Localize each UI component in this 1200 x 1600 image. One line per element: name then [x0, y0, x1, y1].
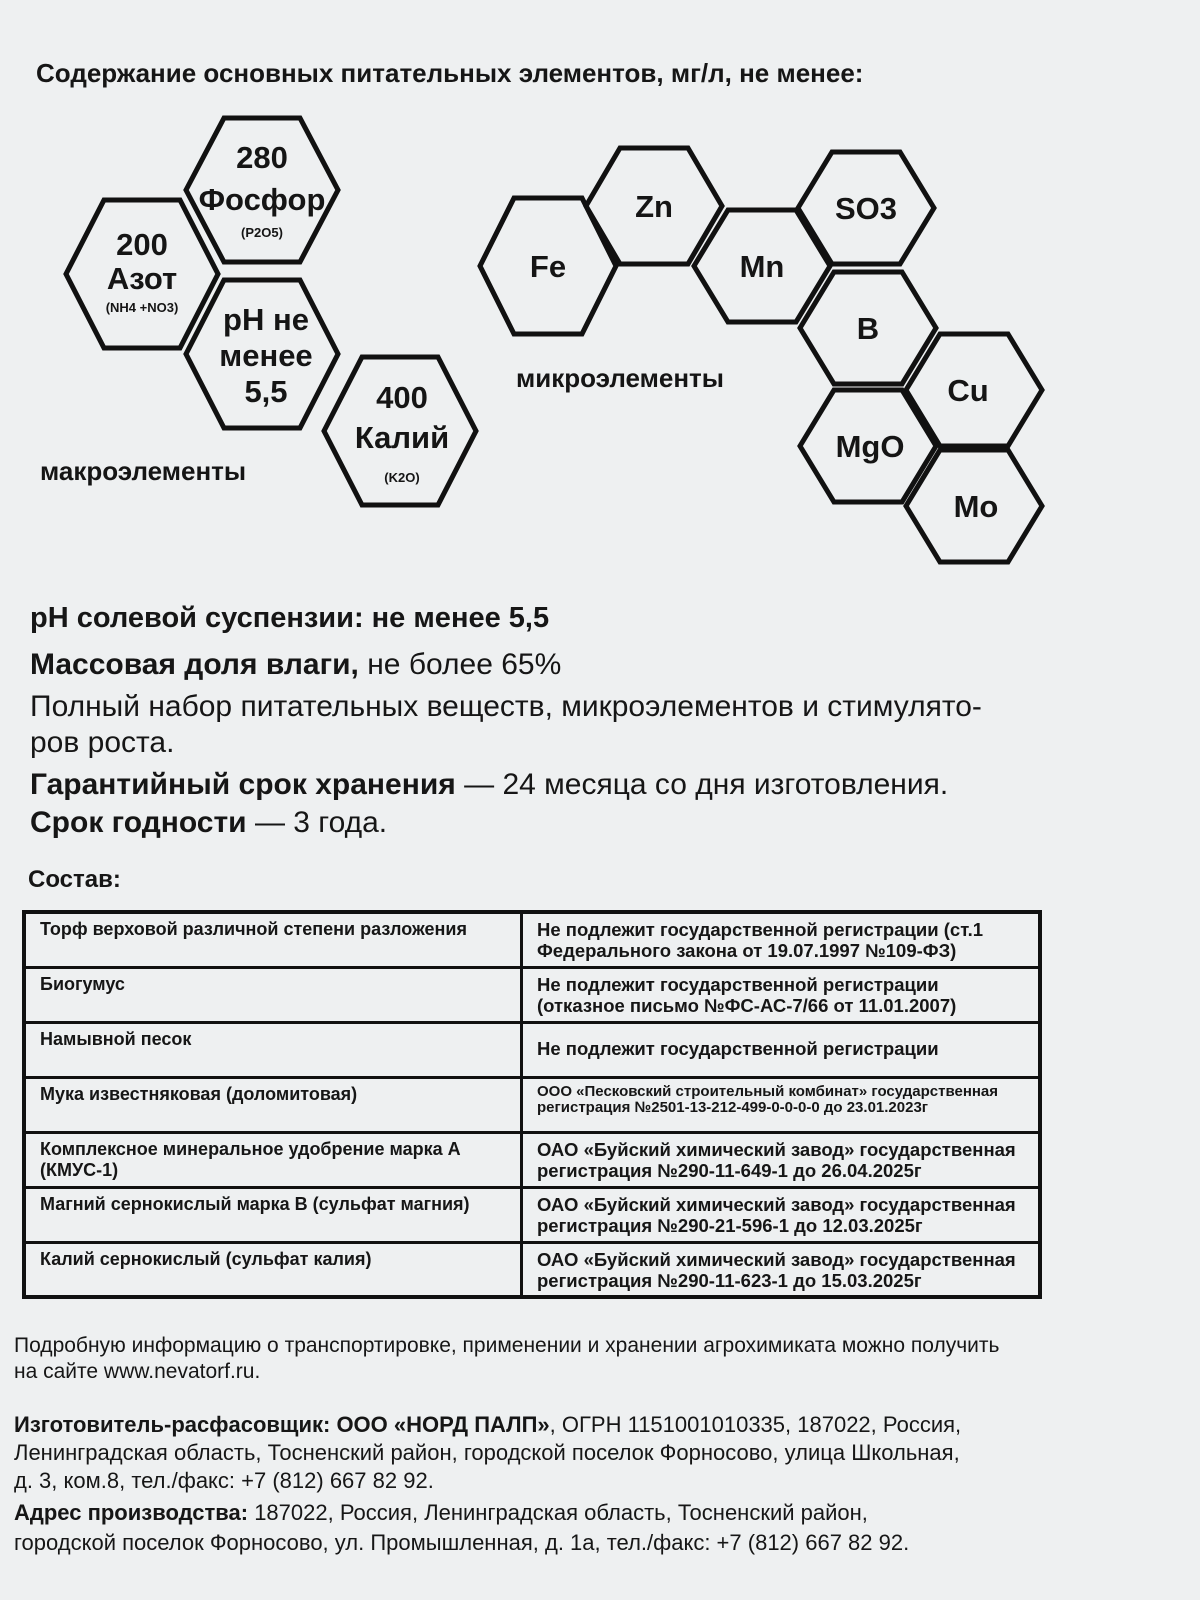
table-row	[24, 912, 1040, 967]
composition-table	[22, 910, 1042, 1299]
production-line1	[14, 1500, 868, 1526]
storage-spec	[30, 768, 948, 802]
registration-cell: ООО «Песковский строительный комбинат» государственная регистрация №2501-13-212-499-0-0-0-0 до 23.01.2023г	[522, 1077, 1041, 1132]
macro-label: макроэлементы	[40, 456, 247, 486]
ph-line3: 5,5	[244, 374, 288, 409]
moisture-value: не более 65%	[358, 648, 562, 681]
nutrients-line2: ров роста.	[30, 726, 175, 759]
production-text: 187022, Россия, Ленинградская область, Тосненский район,	[248, 1500, 868, 1525]
table-row	[24, 967, 1040, 1022]
zn-label: Zn	[635, 189, 673, 224]
micro-label: микроэлементы	[516, 363, 724, 393]
registration-cell: ОАО «Буйский химический завод» государственная регистрация №290-11-623-1 до 15.03.2025г	[522, 1242, 1041, 1297]
hex-potassium	[324, 357, 476, 505]
shelf-spec	[30, 806, 387, 840]
nutrients-line1: Полный набор питательных веществ, микроэлементов и стимулято-	[30, 690, 982, 723]
storage-value: — 24 месяца со дня изготовления.	[455, 768, 949, 801]
component-cell: Комплексное минеральное удобрение марка А (КМУС-1)	[24, 1132, 522, 1187]
fe-label: Fe	[529, 249, 567, 284]
nitrogen-value: 200	[116, 227, 168, 262]
phosphorus-formula: (P2O5)	[241, 225, 283, 240]
maker-label: Изготовитель-расфасовщик: ООО «НОРД ПАЛП»	[14, 1412, 550, 1437]
component-cell: Намывной песок	[24, 1022, 522, 1077]
mgo-label: MgO	[835, 429, 905, 464]
mn-label: Mn	[739, 249, 785, 284]
shelf-label: Срок годности	[30, 806, 247, 839]
moisture-spec	[30, 648, 561, 682]
production-line2: городской поселок Форносово, ул. Промышленная, д. 1а, тел./факс: +7 (812) 667 82 92.	[14, 1530, 910, 1555]
ph-spec: pH солевой суспензии: не менее 5,5	[30, 602, 550, 634]
nutrient-hexagon-diagram	[0, 100, 1200, 590]
production-label: Адрес производства:	[14, 1500, 249, 1525]
page-title: Содержание основных питательных элементов, мг/л, не менее:	[36, 58, 864, 88]
moisture-label: Массовая доля влаги,	[30, 648, 359, 681]
hex-nitrogen	[66, 200, 218, 348]
potassium-value: 400	[376, 380, 428, 415]
ph-line1: pH не	[223, 302, 309, 337]
hex-b	[800, 272, 936, 384]
component-cell: Торф верховой различной степени разложения	[24, 912, 522, 967]
component-cell: Магний сернокислый марка В (сульфат магния)	[24, 1187, 522, 1242]
maker-line3: д. 3, ком.8, тел./факс: +7 (812) 667 82 92.	[14, 1468, 434, 1493]
table-row	[24, 1022, 1040, 1077]
hex-mo	[906, 450, 1042, 562]
nitrogen-name: Азот	[106, 261, 178, 296]
component-cell: Мука известняковая (доломитовая)	[24, 1077, 522, 1132]
cu-label: Cu	[947, 373, 989, 408]
so3-label: SO3	[834, 191, 898, 226]
nitrogen-formula: (NH4 +NO3)	[105, 300, 179, 315]
storage-label: Гарантийный срок хранения	[30, 768, 456, 801]
composition-title: Состав:	[28, 866, 121, 893]
component-cell: Калий сернокислый (сульфат калия)	[24, 1242, 522, 1297]
phosphorus-value: 280	[236, 140, 288, 175]
info-line1: Подробную информацию о транспортировке, применении и хранении агрохимиката можно получить	[14, 1334, 1000, 1357]
registration-cell: ОАО «Буйский химический завод» государственная регистрация №290-11-649-1 до 26.04.2025г	[522, 1132, 1041, 1187]
ph-line2: менее	[219, 338, 313, 373]
b-label: B	[856, 311, 880, 346]
potassium-name: Калий	[354, 420, 450, 455]
table-row	[24, 1187, 1040, 1242]
table-row	[24, 1132, 1040, 1187]
registration-cell: Не подлежит государственной регистрации (ст.1 Федерального закона от 19.07.1997 №109-ФЗ)	[522, 912, 1041, 967]
table-row	[24, 1242, 1040, 1297]
maker-text: , ОГРН 1151001010335, 187022, Россия,	[549, 1412, 962, 1437]
hex-phosphorus	[186, 118, 338, 262]
registration-cell: ОАО «Буйский химический завод» государственная регистрация №290-21-596-1 до 12.03.2025г	[522, 1187, 1041, 1242]
mo-label: Mo	[953, 489, 999, 524]
info-line2: на сайте www.nevatorf.ru.	[14, 1360, 261, 1383]
component-cell: Биогумус	[24, 967, 522, 1022]
shelf-value: — 3 года.	[246, 806, 388, 839]
maker-line2: Ленинградская область, Тосненский район, городской поселок Форносово, улица Школьная,	[14, 1440, 960, 1465]
maker-line1	[14, 1412, 961, 1438]
hex-ph	[186, 280, 338, 428]
table-row	[24, 1077, 1040, 1132]
registration-cell: Не подлежит государственной регистрации	[522, 1022, 1041, 1077]
potassium-formula: (K2O)	[384, 470, 420, 485]
registration-cell: Не подлежит государственной регистрации (отказное письмо №ФС-АС-7/66 от 11.01.2007)	[522, 967, 1041, 1022]
phosphorus-name: Фосфор	[198, 182, 326, 217]
